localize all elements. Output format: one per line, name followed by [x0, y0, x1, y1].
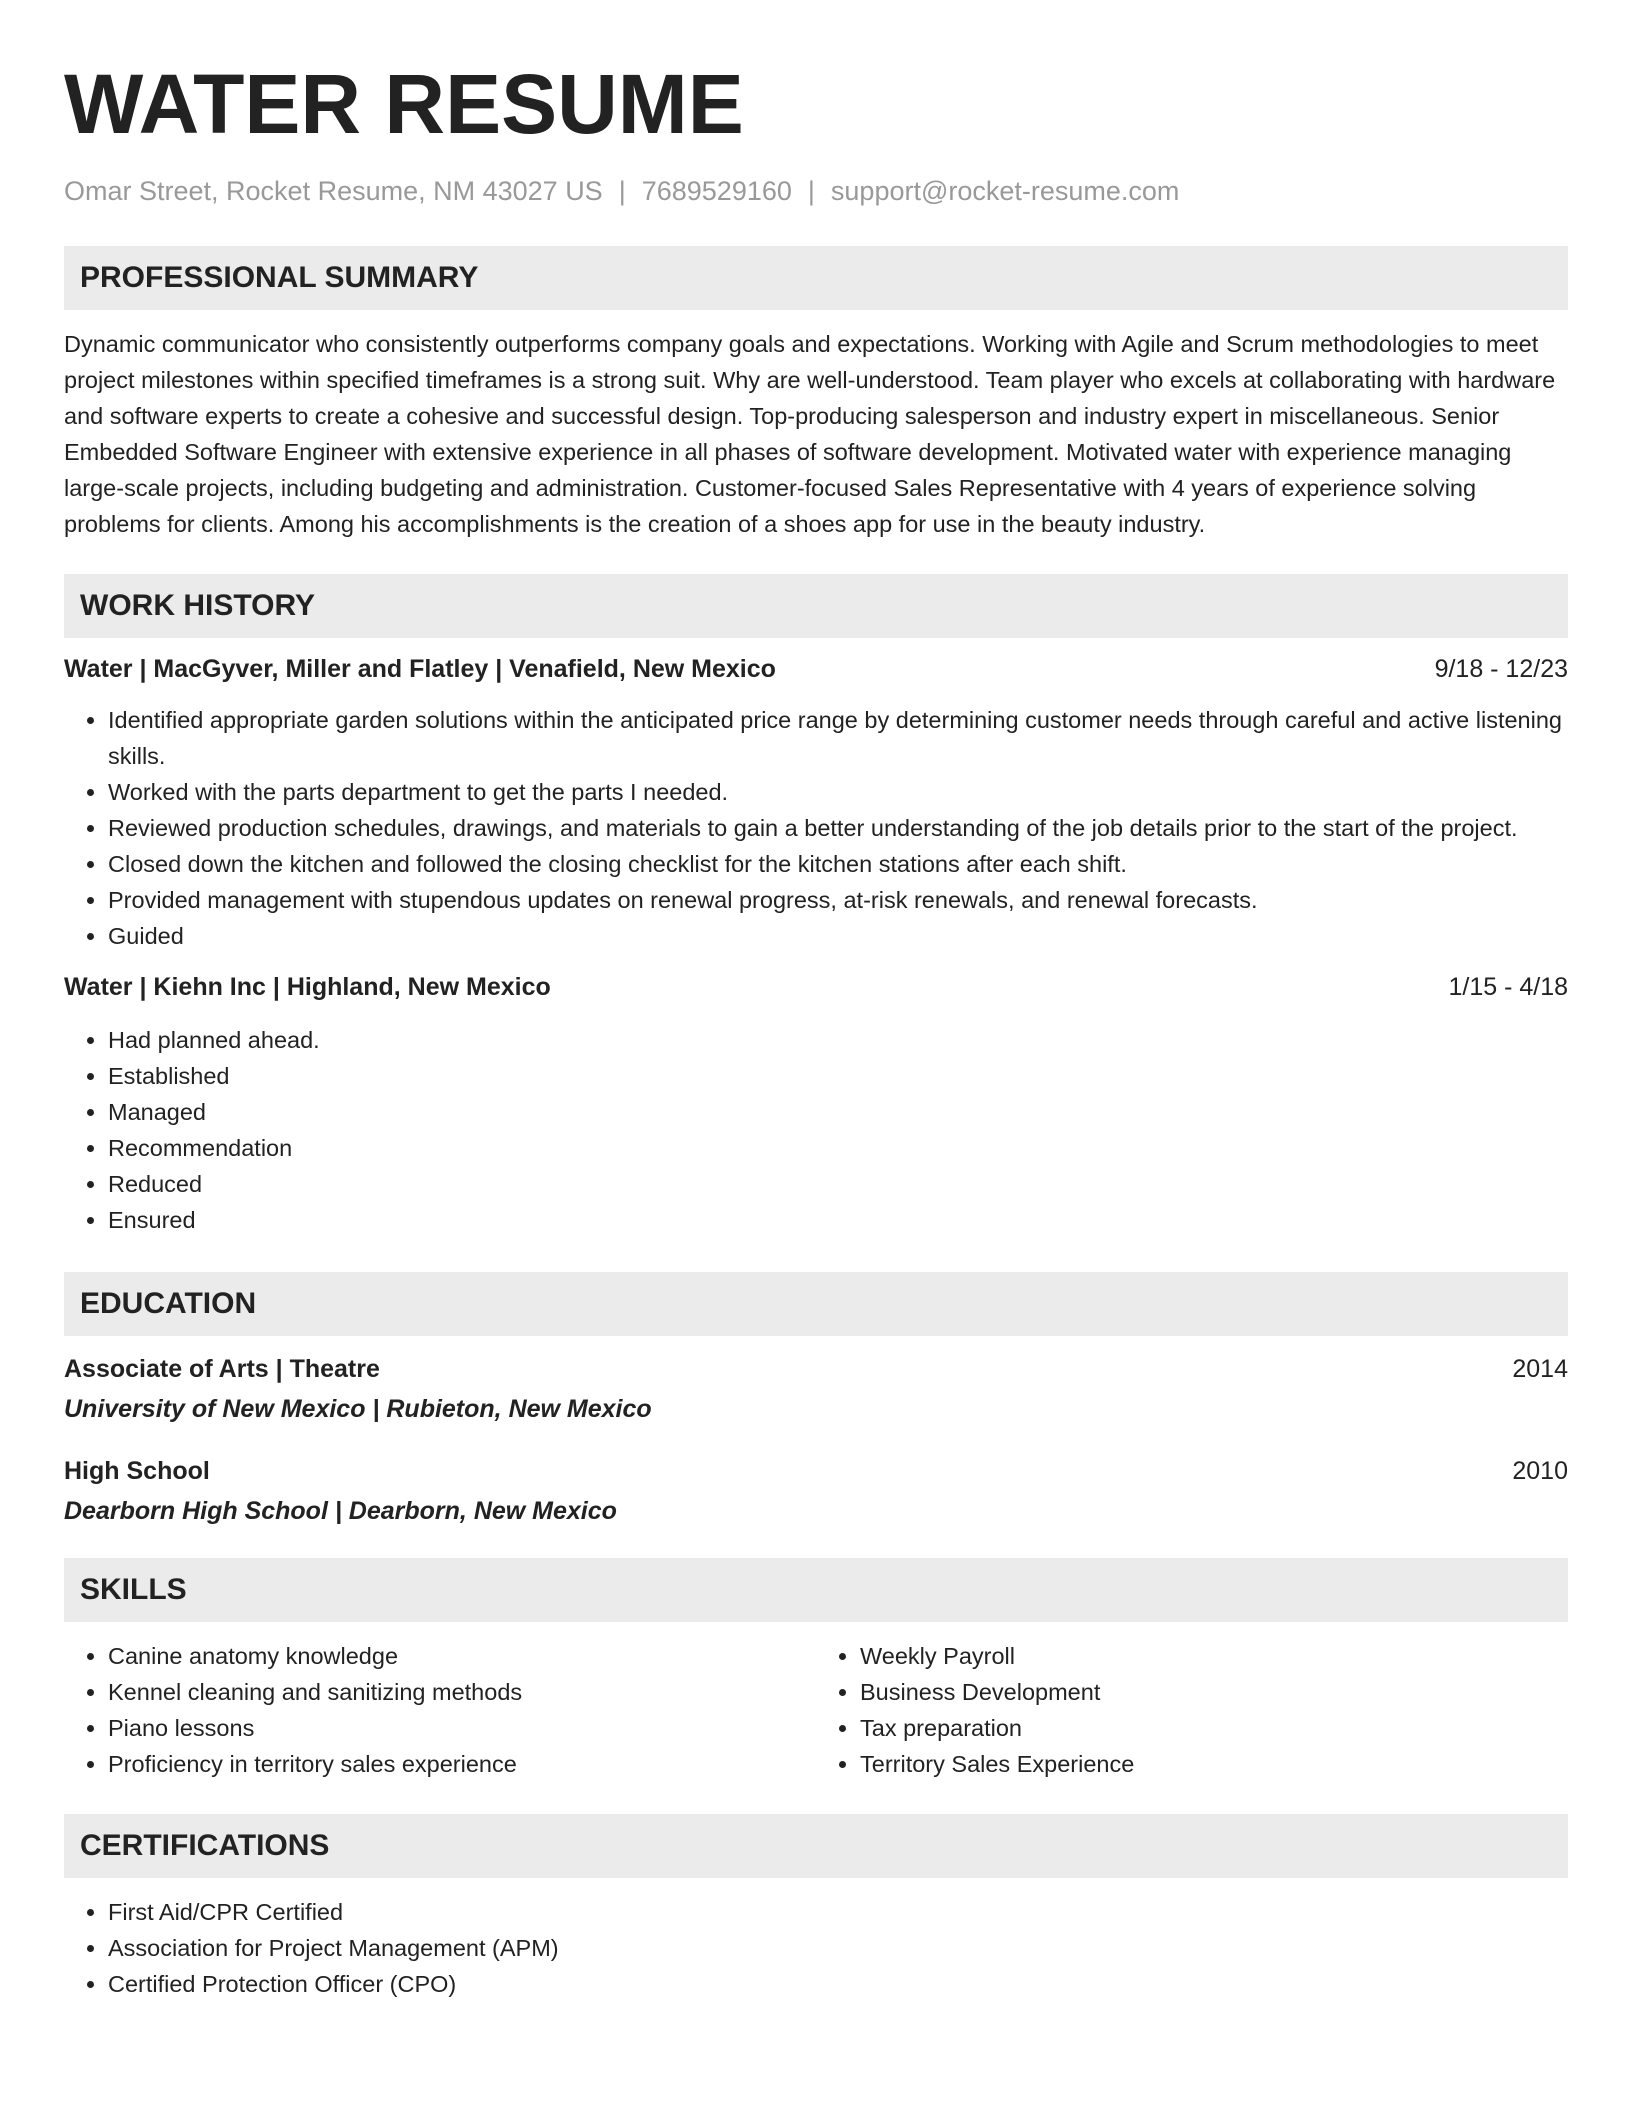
- education-degree: High School: [64, 1457, 210, 1485]
- contact-line: [64, 174, 1568, 208]
- education-school: Dearborn High School | Dearborn, New Mexico: [64, 1497, 617, 1525]
- education-year: 2014: [1512, 1355, 1568, 1383]
- certifications-list: [64, 1894, 1568, 2002]
- list-item: • Managed: [108, 1094, 1568, 1130]
- education-year: 2010: [1512, 1457, 1568, 1485]
- job-dates: 1/15 - 4/18: [1448, 973, 1568, 1001]
- job-title: Water | Kiehn Inc | Highland, New Mexico: [64, 973, 551, 1001]
- section-header-summary: PROFESSIONAL SUMMARY: [64, 246, 1568, 310]
- list-item: • Proficiency in territory sales experience: [108, 1746, 816, 1782]
- education-header: [64, 1352, 1568, 1386]
- job-header: [64, 652, 1568, 686]
- job-title: Water | MacGyver, Miller and Flatley | Venafield, New Mexico: [64, 655, 776, 683]
- education-school: University of New Mexico | Rubieton, New Mexico: [64, 1395, 652, 1423]
- job-entry: [64, 970, 1568, 1238]
- list-item: • First Aid/CPR Certified: [108, 1894, 1568, 1930]
- list-item: • Established: [108, 1058, 1568, 1094]
- job-entry: [64, 652, 1568, 954]
- contact-address: Omar Street, Rocket Resume, NM 43027 US: [64, 176, 603, 206]
- list-item: • Had planned ahead.: [108, 1022, 1568, 1058]
- skills-list-right: [816, 1638, 1568, 1782]
- list-item: • Business Development: [860, 1674, 1568, 1710]
- list-item: • Territory Sales Experience: [860, 1746, 1568, 1782]
- education-entry: [64, 1352, 1568, 1426]
- job-bullets: [64, 1022, 1568, 1238]
- contact-email: support@rocket-resume.com: [830, 176, 1180, 206]
- section-header-skills: SKILLS: [64, 1558, 1568, 1622]
- contact-phone: 7689529160: [641, 176, 792, 206]
- list-item: • Tax preparation: [860, 1710, 1568, 1746]
- contact-separator: |: [807, 176, 815, 206]
- skills-grid: [64, 1638, 1568, 1782]
- section-header-certifications: CERTIFICATIONS: [64, 1814, 1568, 1878]
- resume-name: WATER RESUME: [64, 57, 744, 151]
- list-item: • Kennel cleaning and sanitizing methods: [108, 1674, 816, 1710]
- skills-list-left: [64, 1638, 816, 1782]
- section-header-education: EDUCATION: [64, 1272, 1568, 1336]
- education-header: [64, 1454, 1568, 1488]
- job-bullets: [64, 702, 1568, 954]
- summary-text: Dynamic communicator who consistently outperforms company goals and expectations. Working with Agile and Scrum methodologies to meet project milestones within specified timeframes is a strong suit. Why are well-understood. Team player who excels at collaborating with hardware and software experts to create a cohesive and successful design. Top-producing salesperson and industry expert in miscellaneous. Senior Embedded Software Engineer with extensive experience in all phases of software development. Motivated water with experience managing large-scale projects, including budgeting and administration. Customer-focused Sales Representative with 4 years of experience solving problems for clients. Among his accomplishments is the creation of a shoes app for use in the beauty industry.: [64, 331, 1556, 537]
- list-item: • Closed down the kitchen and followed the closing checklist for the kitchen stations after each shift.: [108, 846, 1568, 882]
- list-item: • Certified Protection Officer (CPO): [108, 1966, 1568, 2002]
- list-item: • Weekly Payroll: [860, 1638, 1568, 1674]
- list-item: • Guided: [108, 918, 1568, 954]
- job-header: [64, 970, 1568, 1004]
- list-item: • Worked with the parts department to get the parts I needed.: [108, 774, 1568, 810]
- list-item: • Provided management with stupendous updates on renewal progress, at-risk renewals, and renewal forecasts.: [108, 882, 1568, 918]
- list-item: • Association for Project Management (APM): [108, 1930, 1568, 1966]
- education-entry: [64, 1454, 1568, 1528]
- list-item: • Reduced: [108, 1166, 1568, 1202]
- list-item: • Piano lessons: [108, 1710, 816, 1746]
- job-dates: 9/18 - 12/23: [1434, 655, 1568, 683]
- list-item: • Identified appropriate garden solutions within the anticipated price range by determining customer needs through careful and active listening skills.: [108, 702, 1568, 774]
- list-item: • Canine anatomy knowledge: [108, 1638, 816, 1674]
- list-item: • Ensured: [108, 1202, 1568, 1238]
- contact-separator: |: [618, 176, 626, 206]
- list-item: • Reviewed production schedules, drawings, and materials to gain a better understanding of the job details prior to the start of the project.: [108, 810, 1568, 846]
- education-degree: Associate of Arts | Theatre: [64, 1355, 380, 1383]
- list-item: • Recommendation: [108, 1130, 1568, 1166]
- section-header-work: WORK HISTORY: [64, 574, 1568, 638]
